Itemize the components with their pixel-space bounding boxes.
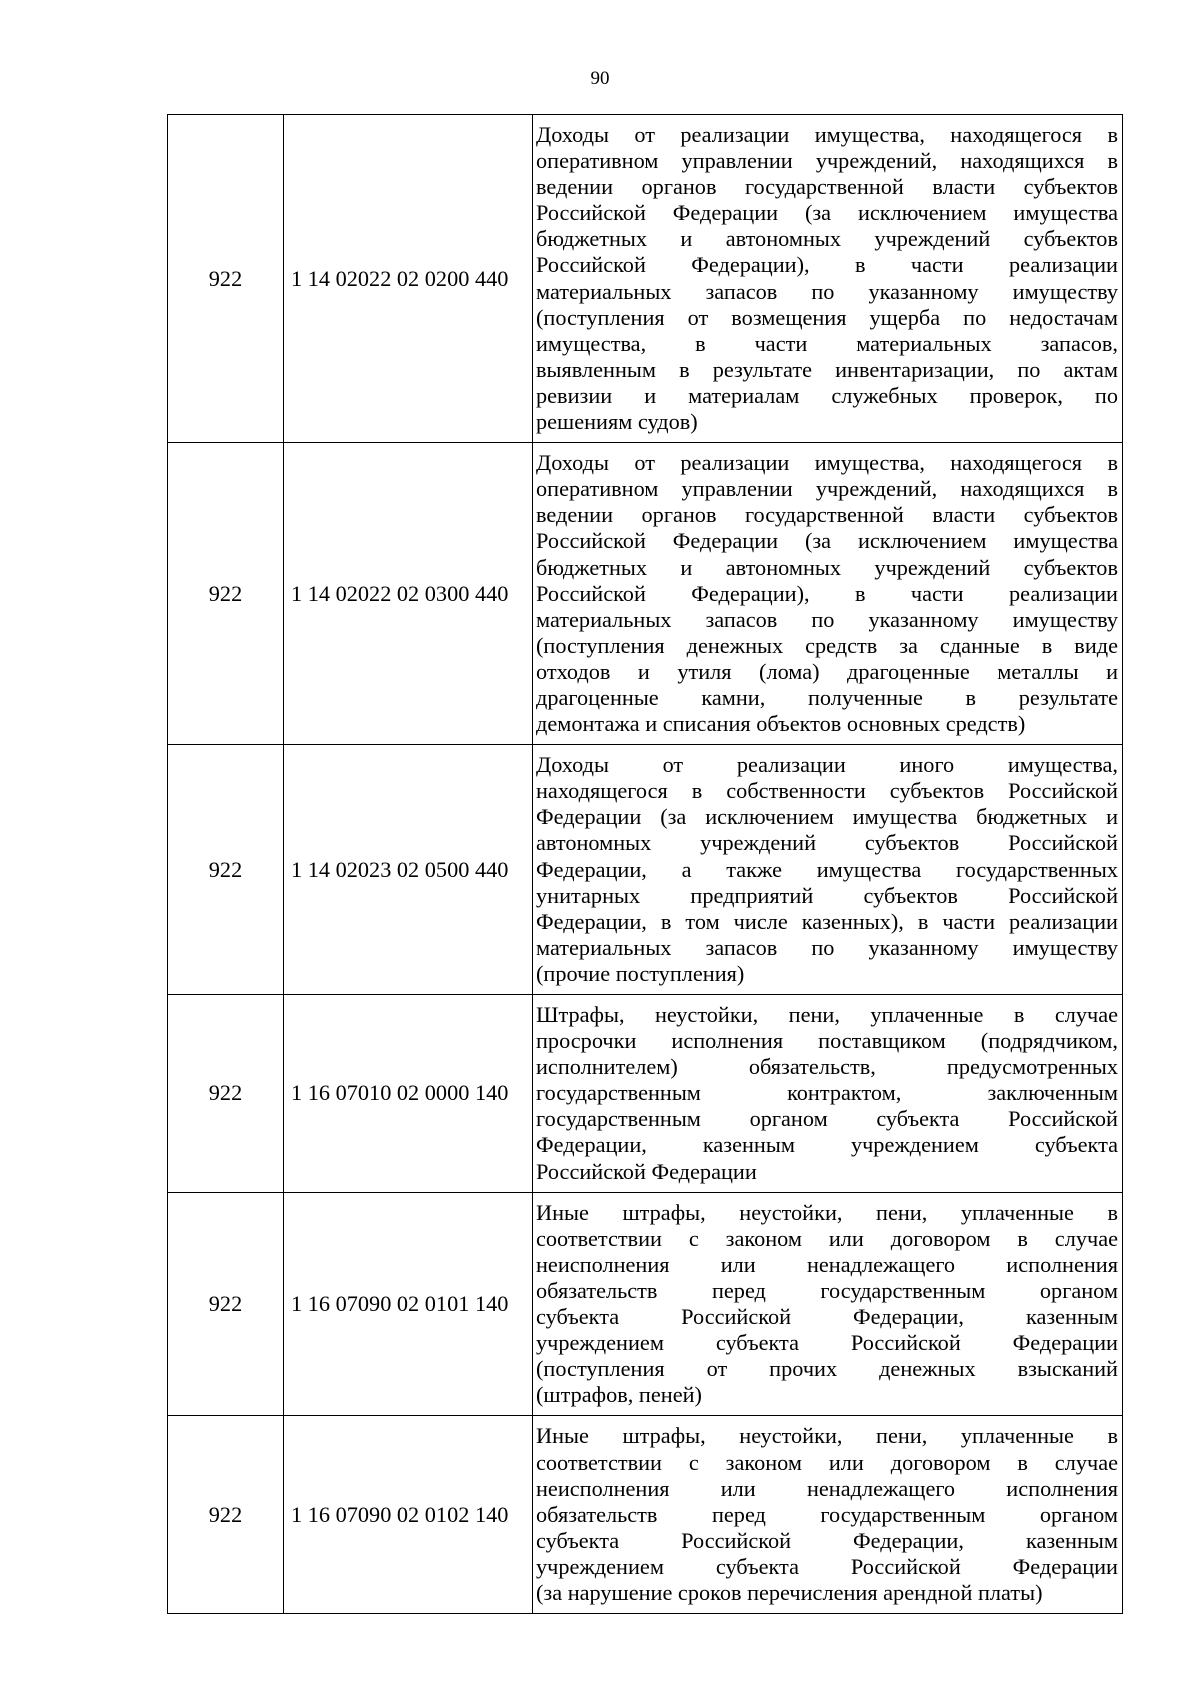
description-line: Федерации, в том числе казенных), в части реализации [536, 908, 1118, 934]
description-line: Федерации, а также имущества государственных [536, 856, 1118, 882]
description-line: Федерации (за исключением имущества бюджетных и [536, 804, 1118, 830]
description-line: драгоценные камни, полученные в результате [536, 684, 1118, 710]
budget-classification-code-cell: 1 14 02022 02 0200 440 [284, 115, 533, 443]
description-line: ревизии и материалам служебных проверок, по [536, 382, 1118, 408]
administrator-code-cell: 922 [168, 443, 284, 745]
description-line: Российской Федерации (за исключением имущества [536, 528, 1118, 554]
description-line: Российской Федерации (за исключением имущества [536, 200, 1118, 226]
description-line: Российской Федерации [536, 1158, 757, 1184]
income-description-cell [533, 1416, 1123, 1614]
description-line: оперативном управлении учреждений, находящихся в [536, 476, 1118, 502]
description-line: имущества, в части материальных запасов, [536, 330, 1118, 356]
description-line: (поступления денежных средств за сданные в виде [536, 632, 1118, 658]
administrator-code-cell: 922 [168, 1192, 284, 1416]
description-line: государственным органом субъекта Российской [536, 1106, 1118, 1132]
description-line: государственным контрактом, заключенным [536, 1080, 1118, 1106]
income-description-cell [533, 1192, 1123, 1416]
description-line: Доходы от реализации иного имущества, [536, 752, 1118, 778]
description-line: материальных запасов по указанному имуществу [536, 606, 1118, 632]
budget-classification-code-cell: 1 16 07010 02 0000 140 [284, 995, 533, 1193]
description-line: выявленным в результате инвентаризации, по актам [536, 356, 1118, 382]
description-line: Российской Федерации), в части реализации [536, 252, 1118, 278]
description-line: отходов и утиля (лома) драгоценные металлы и [536, 658, 1118, 684]
table-row [168, 995, 1123, 1193]
description-line: (поступления от прочих денежных взысканий [536, 1356, 1118, 1382]
description-line: субъекта Российской Федерации, казенным [536, 1527, 1118, 1553]
revenue-codes-table [167, 114, 1123, 1614]
description-line: (прочие поступления) [536, 960, 745, 986]
description-line: материальных запасов по указанному имуществу [536, 934, 1118, 960]
budget-classification-code-cell: 1 14 02023 02 0500 440 [284, 745, 533, 995]
page-number: 90 [590, 68, 610, 89]
description-line: соответствии с законом или договором в случае [536, 1225, 1118, 1251]
description-line: Иные штрафы, неустойки, пени, уплаченные в [536, 1423, 1118, 1449]
income-description-cell [533, 115, 1123, 443]
administrator-code-cell: 922 [168, 115, 284, 443]
budget-classification-code-cell: 1 16 07090 02 0101 140 [284, 1192, 533, 1416]
description-line: субъекта Российской Федерации, казенным [536, 1304, 1118, 1330]
description-line: Штрафы, неустойки, пени, уплаченные в случае [536, 1002, 1118, 1027]
description-line: обязательств перед государственным органом [536, 1277, 1118, 1303]
description-line: ведении органов государственной власти субъектов [536, 174, 1118, 200]
description-line: исполнителем) обязательств, предусмотренных [536, 1054, 1118, 1080]
description-line: (за нарушение сроков перечисления арендной платы) [536, 1579, 1043, 1605]
description-line: неисполнения или ненадлежащего исполнения [536, 1475, 1118, 1501]
description-line: неисполнения или ненадлежащего исполнения [536, 1251, 1118, 1277]
description-line: Российской Федерации), в части реализации [536, 580, 1118, 606]
table-row [168, 745, 1123, 995]
description-line: Доходы от реализации имущества, находящегося в [536, 122, 1118, 147]
description-line: Федерации, казенным учреждением субъекта [536, 1132, 1118, 1158]
budget-classification-code-cell: 1 16 07090 02 0102 140 [284, 1416, 533, 1614]
description-line: оперативном управлении учреждений, находящихся в [536, 148, 1118, 174]
table-row [168, 1416, 1123, 1614]
description-line: бюджетных и автономных учреждений субъектов [536, 554, 1118, 580]
administrator-code-cell: 922 [168, 1416, 284, 1614]
description-line: обязательств перед государственным органом [536, 1501, 1118, 1527]
description-line: демонтажа и списания объектов основных средств) [536, 711, 1026, 737]
income-description-cell [533, 995, 1123, 1193]
administrator-code-cell: 922 [168, 745, 284, 995]
description-line: бюджетных и автономных учреждений субъектов [536, 226, 1118, 252]
table-row [168, 1192, 1123, 1416]
description-line: (штрафов, пеней) [536, 1382, 702, 1408]
table-row [168, 115, 1123, 443]
income-description-cell [533, 443, 1123, 745]
administrator-code-cell: 922 [168, 995, 284, 1193]
description-line: учреждением субъекта Российской Федерации [536, 1330, 1118, 1356]
description-line: Иные штрафы, неустойки, пени, уплаченные в [536, 1199, 1118, 1225]
description-line: просрочки исполнения поставщиком (подрядчиком, [536, 1028, 1118, 1054]
description-line: автономных учреждений субъектов Российской [536, 830, 1118, 856]
description-line: соответствии с законом или договором в случае [536, 1449, 1118, 1475]
description-line: (поступления от возмещения ущерба по недостачам [536, 304, 1118, 330]
description-line: материальных запасов по указанному имуществу [536, 278, 1118, 304]
description-line: находящегося в собственности субъектов Российской [536, 778, 1118, 804]
budget-classification-code-cell: 1 14 02022 02 0300 440 [284, 443, 533, 745]
description-line: ведении органов государственной власти субъектов [536, 502, 1118, 528]
description-line: решениям судов) [536, 409, 698, 435]
table-row [168, 443, 1123, 745]
description-line: унитарных предприятий субъектов Российской [536, 882, 1118, 908]
description-line: учреждением субъекта Российской Федерации [536, 1553, 1118, 1579]
table-body [168, 115, 1123, 1614]
income-description-cell [533, 745, 1123, 995]
description-line: Доходы от реализации имущества, находящегося в [536, 450, 1118, 476]
